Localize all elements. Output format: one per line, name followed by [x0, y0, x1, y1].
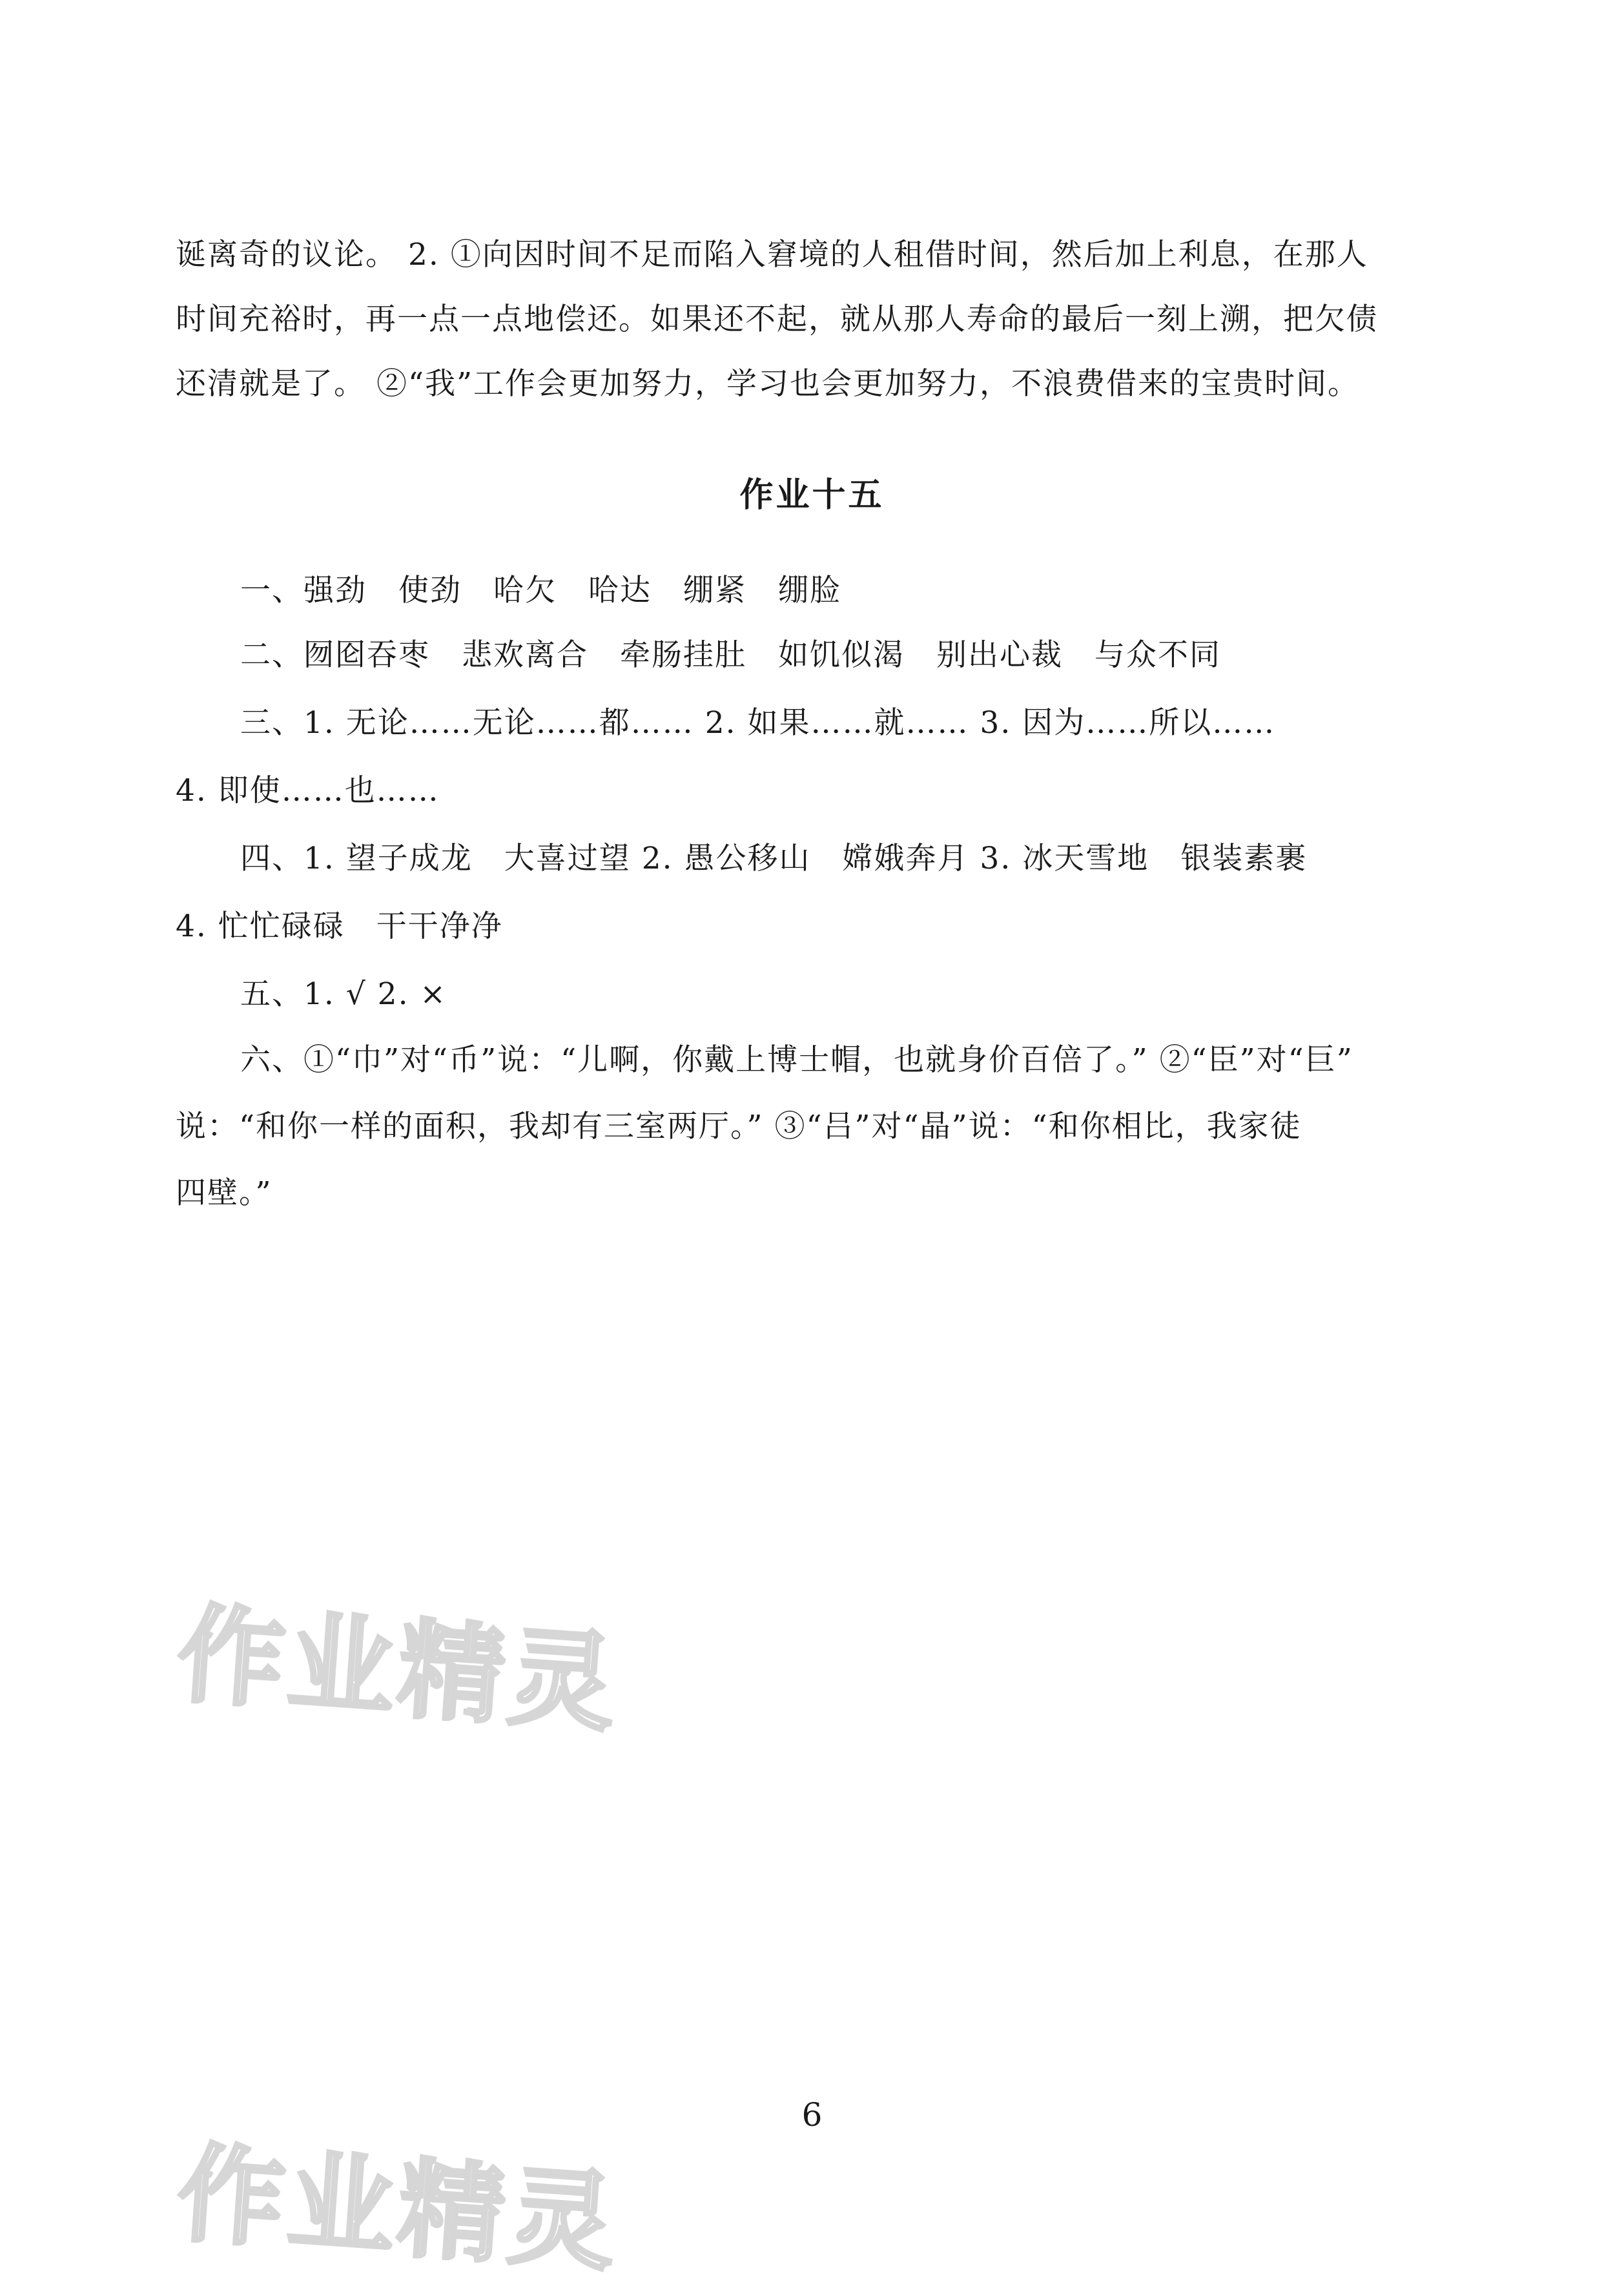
prev-answer-line-3: 还清就是了。 ②“我”工作会更加努力，学习也会更加努力，不浪费借来的宝贵时间。	[176, 366, 1359, 402]
section-title: 作业十五	[739, 476, 885, 515]
answer-q2: 二、囫囵吞枣 悲欢离合 牵肠挂肚 如饥似渴 别出心裁 与众不同	[240, 637, 1221, 673]
page-number: 6	[801, 2096, 823, 2134]
answer-q3-line-2: 4. 即使……也……	[176, 773, 440, 808]
watermark-logo-bottom: 作业精灵	[174, 2131, 623, 2286]
answer-q1: 一、强劲 使劲 哈欠 哈达 绷紧 绷脸	[240, 573, 841, 608]
answer-q3-line-1: 三、1. 无论……无论……都…… 2. 如果……就…… 3. 因为……所以……	[240, 705, 1276, 741]
answer-q6-line-2: 说：“和你一样的面积，我却有三室两厅。” ③“吕”对“晶”说：“和你相比，我家徒	[176, 1109, 1302, 1144]
prev-answer-line-2: 时间充裕时，再一点一点地偿还。如果还不起，就从那人寿命的最后一刻上溯，把欠债	[176, 302, 1378, 337]
watermark-logo: 作业精灵	[174, 1592, 623, 1747]
answer-q4-line-1: 四、1. 望子成龙 大喜过望 2. 愚公移山 嫦娥奔月 3. 冰天雪地 银装素裹	[240, 841, 1308, 876]
answer-q5: 五、1. √ 2. ×	[240, 976, 447, 1012]
answer-q4-line-2: 4. 忙忙碌碌 干干净净	[176, 909, 503, 944]
prev-answer-line-1: 诞离奇的议论。 2. ①向因时间不足而陷入窘境的人租借时间，然后加上利息，在那人	[176, 237, 1368, 273]
answer-q6-line-1: 六、①“巾”对“币”说：“儿啊，你戴上博士帽，也就身价百倍了。” ②“臣”对“巨”	[240, 1042, 1353, 1078]
answer-q6-line-3: 四壁。”	[176, 1175, 272, 1211]
